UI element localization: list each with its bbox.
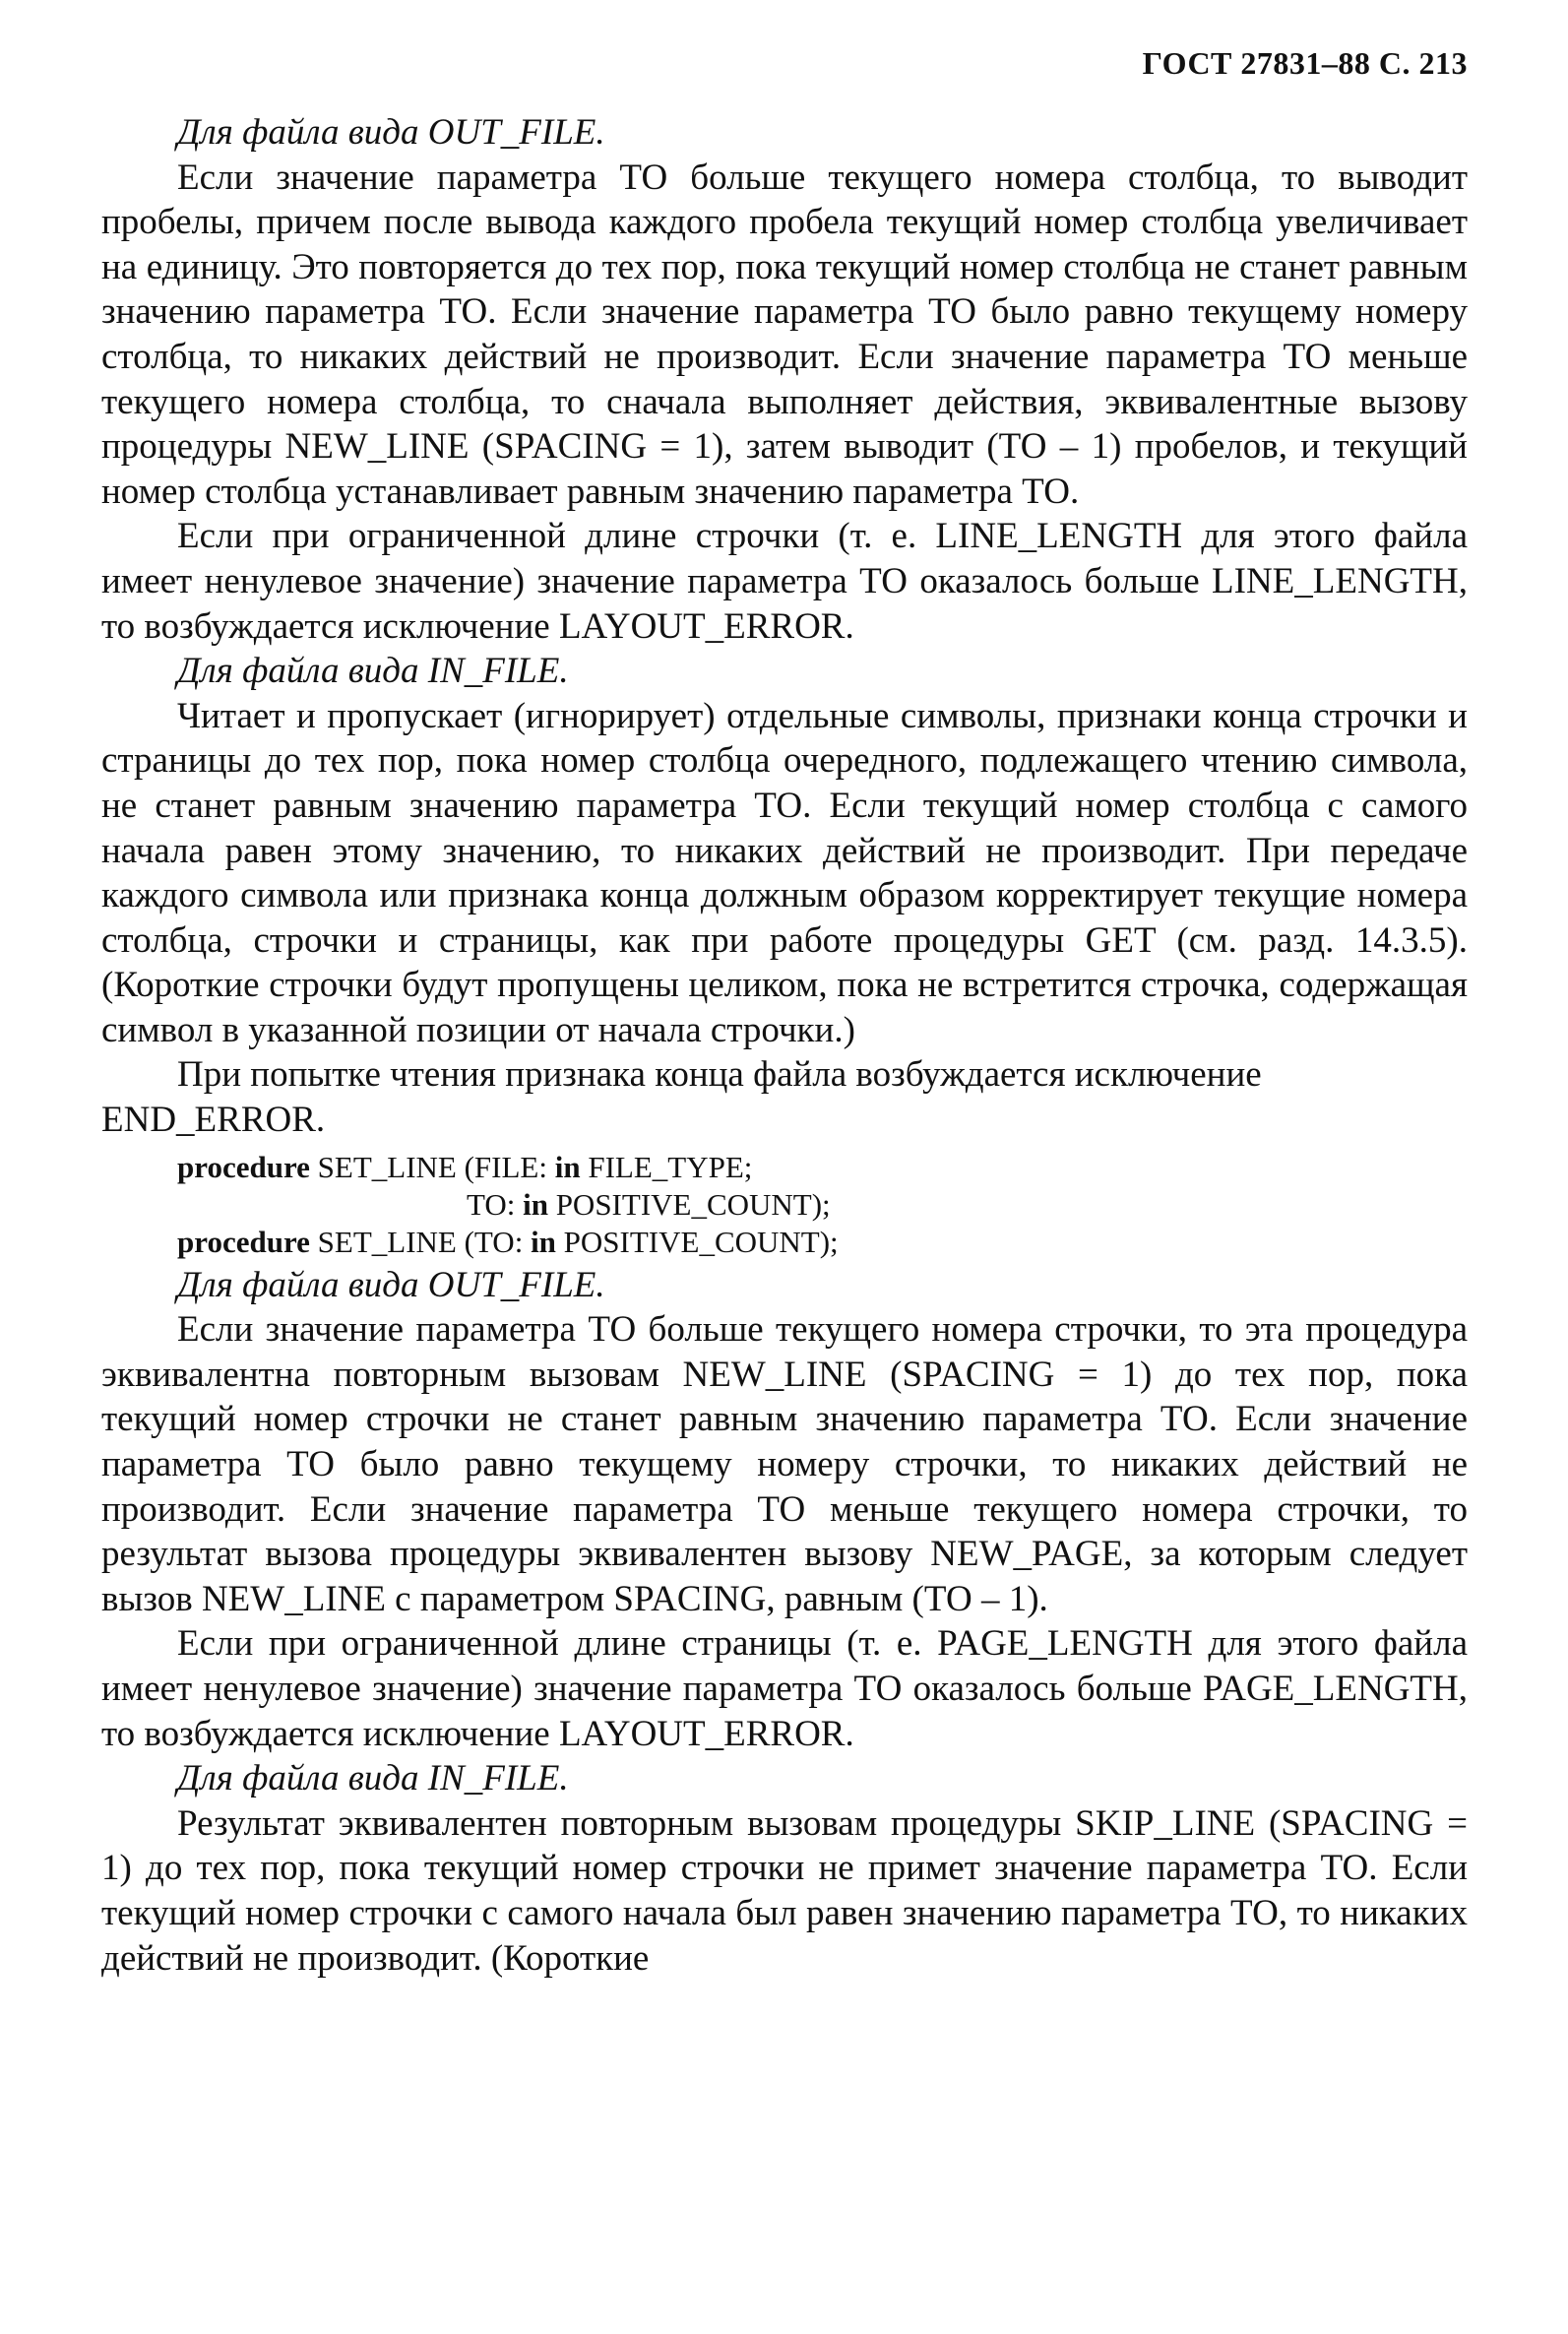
paragraph: Если значение параметра ТО больше текущего номера строчки, то эта процедура эквивалентна повторным вызовам NEW_LINE (SPACING = 1) до тех пор, пока текущий номер строчки не станет равным значению параметра ТО. Если значение параметра ТО было равно текущему номеру строчки, то никаких действий не производит. Если значение параметра ТО меньше текущего номера строчки, то результат вызова процедуры эквивалентен вызову NEW_PAGE, за которым следует вызов NEW_LINE с параметром SPACING, равным (ТО – 1). [101,1309,1468,1619]
paragraph: Если при ограниченной длине страницы (т. е. PAGE_LENGTH для этого файла имеет ненулевое значение) значение параметра ТО оказалось больше PAGE_LENGTH, то возбуждается исключение LAYOUT_ERROR. [101,1623,1468,1754]
code-text: POSITIVE_COUNT); [547,1186,831,1222]
paragraph: При попытке чтения признака конца файла возбуждается исключение [177,1054,1262,1096]
code-text: TO: [177,1186,524,1222]
code-line [101,1186,1468,1224]
paragraph: Читает и пропускает (игнорирует) отдельные символы, признаки конца строчки и страницы до тех пор, пока номер столбца очередного, подлежащего чтению символа, не станет равным значению параметра ТО. Если текущий номер столбца с самого начала равен этому значению, то никаких действий не производит. При передаче каждого символа или признака конца должным образом корректирует текущие номера столбца, строчки и страницы, как при работе процедуры GET (см. разд. 14.3.5). (Короткие строчки будут пропущены целиком, пока не встретится строчка, содержащая символ в указанной позиции от начала строчки.) [101,695,1468,1050]
section-heading-out-file: Для файла вида OUT_FILE. [177,112,605,153]
code-keyword: procedure [177,1224,310,1259]
code-keyword: procedure [177,1149,310,1184]
code-declarations [101,1149,1468,1261]
paragraph: Если при ограниченной длине строчки (т. е. LINE_LENGTH для этого файла имеет ненулевое значение) значение параметра ТО оказалось больше LINE_LENGTH, то возбуждается исключение LAYOUT_ERROR. [101,516,1468,647]
paragraph: Если значение параметра ТО больше текущего номера столбца, то выводит пробелы, причем после вывода каждого пробела текущий номер столбца увеличивает на единицу. Это повторяется до тех пор, пока текущий номер столбца не станет равным значению параметра ТО. Если значение параметра ТО было равно текущему номеру столбца, то никаких действий не производит. Если значение параметра ТО меньше текущего номера столбца, то сначала выполняет действия, эквивалентные вызову процедуры NEW_LINE (SPACING = 1), затем выводит (ТО – 1) пробелов, и текущий номер столбца устанавливает равным значению параметра ТО. [101,157,1468,512]
code-line [101,1224,1468,1261]
code-keyword: in [554,1149,581,1184]
section-heading-in-file: Для файла вида IN_FILE. [177,651,569,692]
section-heading-in-file: Для файла вида IN_FILE. [177,1758,569,1799]
code-line [101,1149,1468,1186]
code-text: POSITIVE_COUNT); [555,1224,839,1259]
code-text: FILE_TYPE; [580,1149,753,1184]
code-text: SET_LINE (TO: [309,1224,532,1259]
code-keyword: in [523,1186,548,1222]
paragraph: Результат эквивалентен повторным вызовам процедуры SKIP_LINE (SPACING = 1) до тех пор, пока текущий номер строчки не примет значение параметра ТО. Если текущий номер строчки с самого начала был равен значению параметра ТО, то никаких действий не производит. (Короткие [101,1802,1468,1979]
paragraph-continuation: END_ERROR. [101,1100,326,1141]
section-heading-out-file: Для файла вида OUT_FILE. [177,1264,605,1305]
code-text: SET_LINE (FILE: [309,1149,555,1184]
code-keyword: in [531,1224,556,1259]
page-header: ГОСТ 27831–88 С. 213 [1142,45,1468,81]
